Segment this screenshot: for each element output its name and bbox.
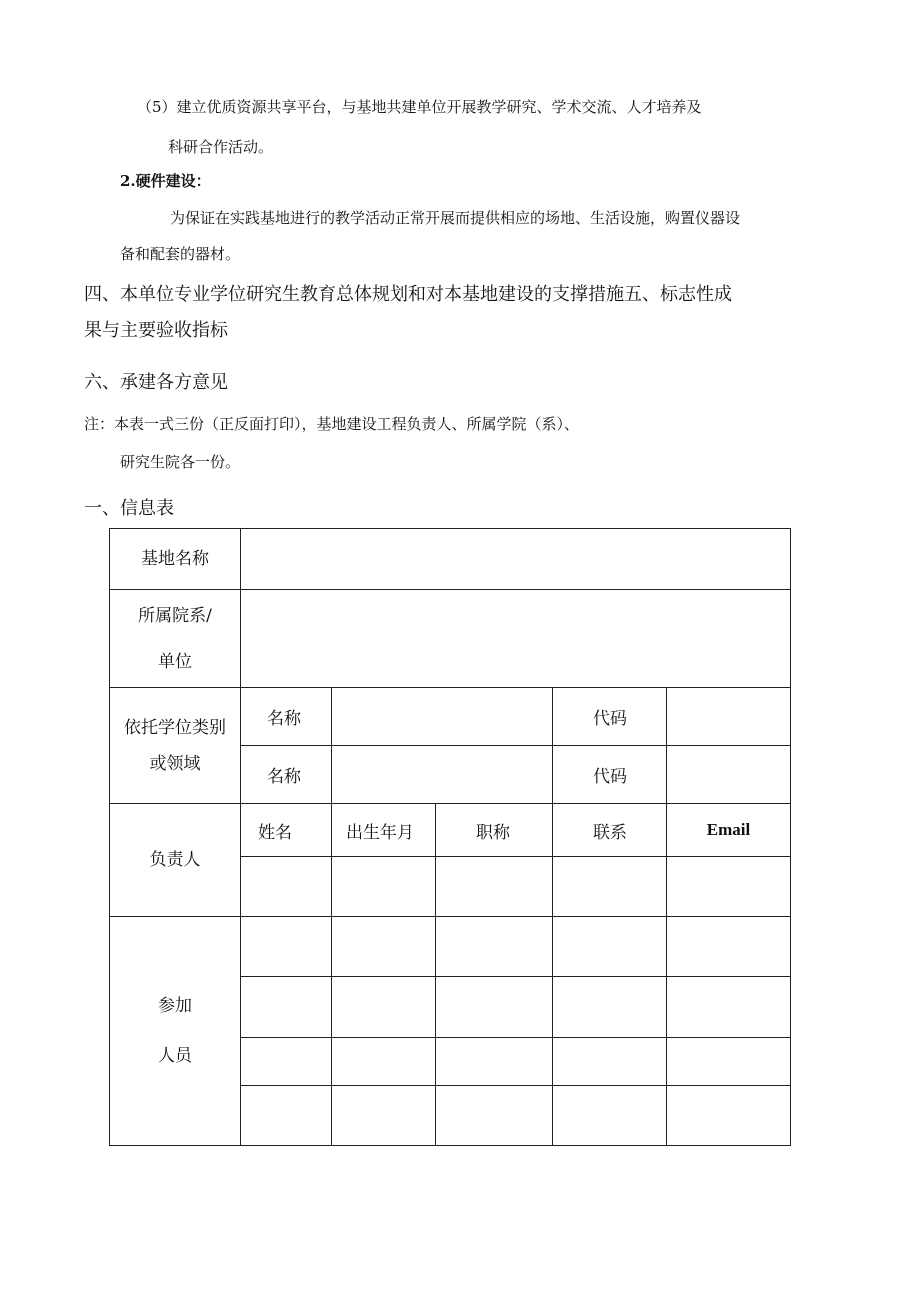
item5-line2: 科研合作活动。 [168, 138, 274, 156]
info-table [109, 528, 791, 1146]
name-label-2: 名称 [241, 746, 332, 804]
participant-cell[interactable] [332, 977, 436, 1038]
section4-line2: 果与主要验收指标 [84, 320, 228, 341]
participant-cell[interactable] [332, 1086, 436, 1146]
participant-cell[interactable] [332, 1038, 436, 1086]
degree-label: 依托学位类别 或领域 [110, 688, 241, 804]
header-email: Email [667, 804, 791, 857]
header-contact: 联系 [553, 804, 667, 857]
code-field-1[interactable] [667, 688, 791, 746]
participant-cell[interactable] [241, 1038, 332, 1086]
participant-cell[interactable] [241, 1086, 332, 1146]
participant-cell[interactable] [436, 1086, 553, 1146]
participant-cell[interactable] [667, 917, 791, 977]
code-label-2: 代码 [553, 746, 667, 804]
hardware-line1: 为保证在实践基地进行的教学活动正常开展而提供相应的场地、生活设施，购置仪器设 [170, 209, 741, 227]
participant-cell[interactable] [553, 1038, 667, 1086]
note-line2: 研究生院各一份。 [120, 453, 241, 471]
leader-cell[interactable] [436, 857, 553, 917]
code-label-1: 代码 [553, 688, 667, 746]
code-field-2[interactable] [667, 746, 791, 804]
note-line1: 注：本表一式三份（正反面打印），基地建设工程负责人、所属学院（系）、 [84, 415, 580, 433]
department-field[interactable] [241, 590, 791, 688]
participant-cell[interactable] [553, 977, 667, 1038]
header-title: 职称 [436, 804, 553, 857]
leader-label: 负责人 [110, 804, 241, 917]
participant-cell[interactable] [667, 1038, 791, 1086]
section6-heading: 六、承建各方意见 [84, 372, 228, 393]
participant-cell[interactable] [241, 917, 332, 977]
leader-cell[interactable] [241, 857, 332, 917]
item5-line1: （5）建立优质资源共享平台，与基地共建单位开展教学研究、学术交流、人才培养及 [137, 98, 702, 116]
leader-cell[interactable] [332, 857, 436, 917]
participant-cell[interactable] [436, 1038, 553, 1086]
name-label-1: 名称 [241, 688, 332, 746]
participants-label: 参加 人员 [110, 917, 241, 1146]
base-name-label: 基地名称 [110, 529, 241, 590]
participant-cell[interactable] [241, 977, 332, 1038]
department-label: 所属院系/ 单位 [110, 590, 241, 688]
section4-line1: 四、本单位专业学位研究生教育总体规划和对本基地建设的支撑措施五、标志性成 [84, 284, 732, 305]
participant-cell[interactable] [553, 917, 667, 977]
participant-cell[interactable] [436, 917, 553, 977]
participant-cell[interactable] [332, 917, 436, 977]
leader-cell[interactable] [667, 857, 791, 917]
name-field-1[interactable] [332, 688, 553, 746]
base-name-field[interactable] [241, 529, 791, 590]
participant-cell[interactable] [667, 977, 791, 1038]
participant-cell[interactable] [436, 977, 553, 1038]
name-field-2[interactable] [332, 746, 553, 804]
header-name: 姓名 [241, 804, 332, 857]
participant-cell[interactable] [667, 1086, 791, 1146]
header-birth: 出生年月 [332, 804, 436, 857]
leader-cell[interactable] [553, 857, 667, 917]
hardware-line2: 备和配套的器材。 [120, 245, 241, 263]
hardware-heading: 2.硬件建设： [120, 172, 211, 190]
participant-cell[interactable] [553, 1086, 667, 1146]
section1-heading: 一、信息表 [84, 498, 174, 519]
